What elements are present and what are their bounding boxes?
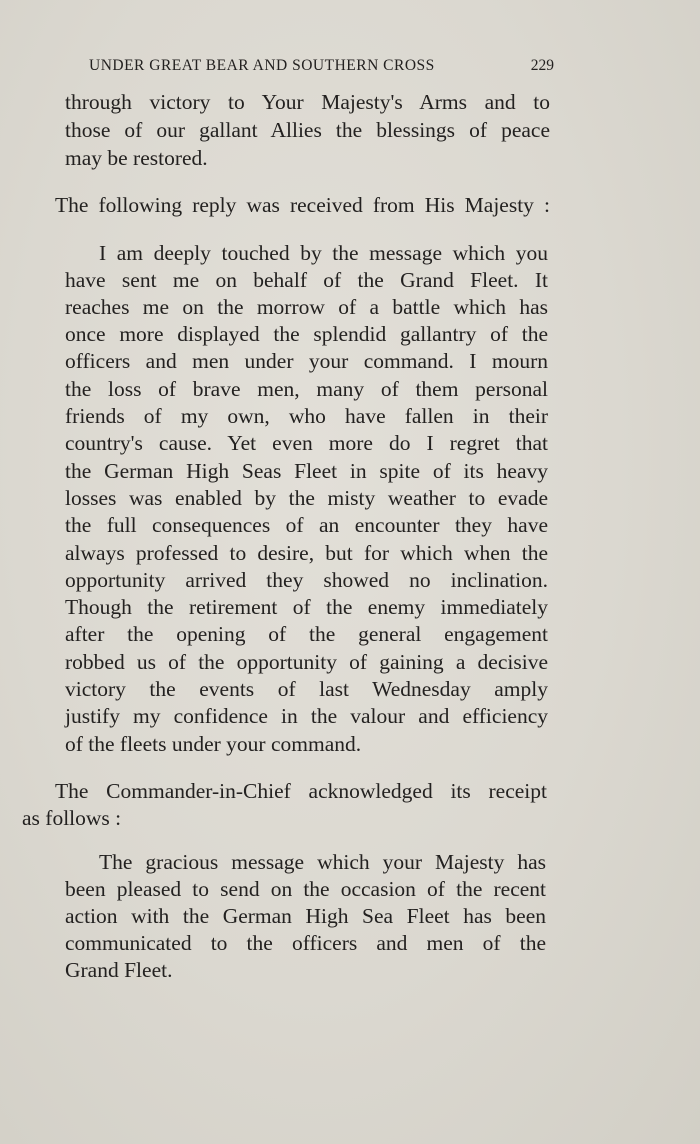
text-line: the full consequences of an encounter they have [65, 513, 548, 537]
text-line: victory the events of last Wednesday amply [65, 677, 548, 701]
text-line: the loss of brave men, many of them personal [65, 377, 548, 401]
text-line: I am deeply touched by the message which you [99, 241, 548, 265]
text-line: The following reply was received from His Majesty : [55, 193, 550, 217]
text-line: through victory to Your Majesty's Arms and to [65, 90, 550, 114]
text-line: may be restored. [65, 146, 208, 170]
text-line: country's cause. Yet even more do I regret that [65, 431, 548, 455]
text-line: as follows : [22, 806, 122, 830]
text-line: always professed to desire, but for which when the [65, 541, 548, 565]
text-line: of the fleets under your command. [65, 732, 362, 756]
text-line: after the opening of the general engagement [65, 622, 548, 646]
running-head [89, 57, 554, 79]
text-line: losses was enabled by the misty weather to evade [65, 486, 548, 510]
running-title: UNDER GREAT BEAR AND SOUTHERN CROSS [89, 57, 435, 74]
text-line: Grand Fleet. [65, 958, 173, 982]
text-line: opportunity arrived they showed no inclination. [65, 568, 548, 592]
text-line: those of our gallant Allies the blessings of peace [65, 118, 550, 142]
text-line: been pleased to send on the occasion of the recent [65, 877, 546, 901]
text-line: officers and men under your command. I mourn [65, 349, 548, 373]
text-line: robbed us of the opportunity of gaining a decisive [65, 650, 548, 674]
page-number: 229 [530, 57, 554, 74]
text-line: The gracious message which your Majesty has [99, 850, 546, 874]
text-line: the German High Seas Fleet in spite of its heavy [65, 459, 548, 483]
text-line: reaches me on the morrow of a battle which has [65, 295, 548, 319]
text-line: friends of my own, who have fallen in their [65, 404, 548, 428]
text-line: once more displayed the splendid gallantry of the [65, 322, 548, 346]
text-line: The Commander-in-Chief acknowledged its receipt [55, 779, 547, 803]
text-line: communicated to the officers and men of the [65, 931, 546, 955]
text-line: Though the retirement of the enemy immediately [65, 595, 548, 619]
text-line: justify my confidence in the valour and efficiency [65, 704, 548, 728]
text-line: have sent me on behalf of the Grand Fleet. It [65, 268, 548, 292]
text-line: action with the German High Sea Fleet has been [65, 904, 546, 928]
